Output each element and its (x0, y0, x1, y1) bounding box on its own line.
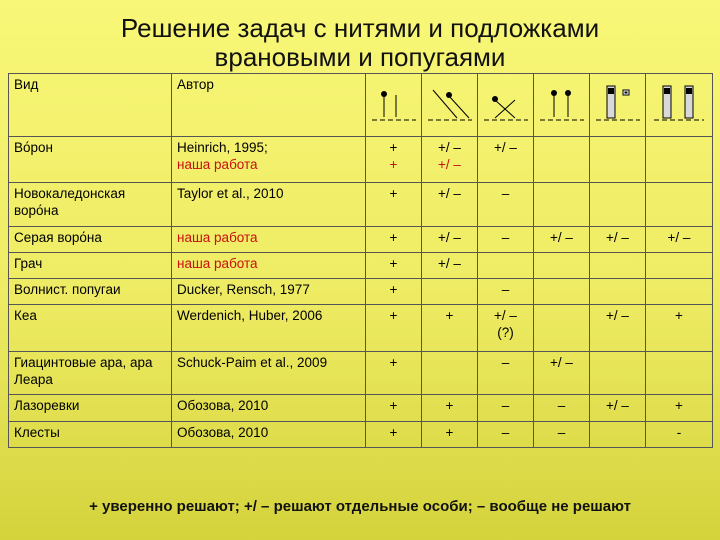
result-cell (422, 352, 478, 395)
result-cell: – (534, 422, 590, 448)
vertical-strings-icon (369, 82, 419, 126)
result-cell (422, 137, 478, 183)
table-row (9, 183, 713, 227)
result-cell (590, 183, 646, 227)
species-cell: Лазоревки (9, 395, 172, 422)
result-cell: – (534, 395, 590, 422)
result-cell: +/ – (646, 227, 713, 253)
header-task-6 (646, 74, 713, 137)
author-cell (172, 137, 366, 183)
table-row (9, 227, 713, 253)
author-cell: Обозова, 2010 (172, 422, 366, 448)
result-cell: +/ – (422, 253, 478, 279)
result-cell: + (646, 305, 713, 352)
species-cell: Клесты (9, 422, 172, 448)
result-value: +/ – (494, 308, 517, 323)
author-cell: наша работа (172, 253, 366, 279)
result-cell: + (422, 422, 478, 448)
result-cell: + (422, 305, 478, 352)
result-cell (646, 279, 713, 305)
table-row (9, 137, 713, 183)
species-cell: Кеа (9, 305, 172, 352)
author-cell: Taylor et al., 2010 (172, 183, 366, 227)
result-cell: – (478, 183, 534, 227)
species-cell: Грач (9, 253, 172, 279)
species-cell: Волнист. попугаи (9, 279, 172, 305)
single-support-icon (593, 82, 643, 126)
species-cell: Серая воро́на (9, 227, 172, 253)
result-cell: + (366, 422, 422, 448)
species-cell: Новокаледонская воро́на (9, 183, 172, 227)
species-cell: Гиацинтовые ара, ара Леара (9, 352, 172, 395)
title-line-2: врановыми и попугаями (214, 42, 506, 72)
author-text: Heinrich, 1995; (177, 140, 268, 155)
result-value: + (389, 140, 398, 155)
result-cell: +/ – (422, 227, 478, 253)
table-row (9, 279, 713, 305)
result-cell: +/ – (590, 395, 646, 422)
result-cell (534, 137, 590, 183)
result-cell: +/ – (478, 137, 534, 183)
header-task-3 (478, 74, 534, 137)
table-row (9, 422, 713, 448)
results-table (8, 73, 713, 448)
result-cell: + (366, 227, 422, 253)
header-task-5 (590, 74, 646, 137)
result-cell: + (366, 183, 422, 227)
result-value-own: + (389, 157, 398, 172)
result-cell: + (366, 395, 422, 422)
table-header-row (9, 74, 713, 137)
result-cell (534, 183, 590, 227)
result-cell: + (366, 305, 422, 352)
table-row (9, 305, 713, 352)
result-cell (646, 352, 713, 395)
author-cell: Schuck-Paim et al., 2009 (172, 352, 366, 395)
result-value-note: (?) (497, 325, 514, 340)
author-cell: Werdenich, Huber, 2006 (172, 305, 366, 352)
crossed-strings-icon (481, 82, 531, 126)
species-cell: Во́рон (9, 137, 172, 183)
author-cell: наша работа (172, 227, 366, 253)
diagonal-strings-icon (425, 82, 475, 126)
result-cell (590, 137, 646, 183)
legend: + уверенно решают; +/ – решают отдельные особи; – вообще не решают (89, 498, 631, 515)
result-cell: +/ – (590, 227, 646, 253)
header-task-4 (534, 74, 590, 137)
result-cell: +/ – (590, 305, 646, 352)
result-cell: +/ – (534, 352, 590, 395)
result-cell (590, 352, 646, 395)
result-cell (646, 137, 713, 183)
result-cell: – (478, 422, 534, 448)
result-cell: – (478, 395, 534, 422)
result-cell (422, 279, 478, 305)
result-cell: + (366, 279, 422, 305)
table-row (9, 352, 713, 395)
page-title (0, 14, 720, 72)
result-cell: - (646, 422, 713, 448)
result-cell (478, 305, 534, 352)
table-row (9, 395, 713, 422)
result-cell: – (478, 352, 534, 395)
result-cell: + (646, 395, 713, 422)
result-cell: + (366, 352, 422, 395)
result-cell (534, 253, 590, 279)
result-cell (590, 253, 646, 279)
result-cell (534, 305, 590, 352)
title-line-1: Решение задач с нитями и подложками (120, 13, 600, 43)
header-task-2 (422, 74, 478, 137)
author-cell: Ducker, Rensch, 1977 (172, 279, 366, 305)
result-cell (646, 253, 713, 279)
header-author: Автор (172, 74, 366, 137)
result-cell: + (422, 395, 478, 422)
author-text-own: наша работа (177, 157, 258, 172)
result-cell (590, 279, 646, 305)
table-row (9, 253, 713, 279)
result-cell: + (366, 253, 422, 279)
result-cell: +/ – (534, 227, 590, 253)
double-support-icon (651, 82, 707, 126)
parallel-strings-icon (537, 82, 587, 126)
result-cell: – (478, 227, 534, 253)
result-cell (534, 279, 590, 305)
author-cell: Обозова, 2010 (172, 395, 366, 422)
result-cell (646, 183, 713, 227)
header-task-1 (366, 74, 422, 137)
result-cell (478, 253, 534, 279)
result-cell (590, 422, 646, 448)
header-species: Вид (9, 74, 172, 137)
result-value-own: +/ – (438, 157, 461, 172)
result-cell: – (478, 279, 534, 305)
result-cell: +/ – (422, 183, 478, 227)
result-cell (366, 137, 422, 183)
result-value: +/ – (438, 140, 461, 155)
